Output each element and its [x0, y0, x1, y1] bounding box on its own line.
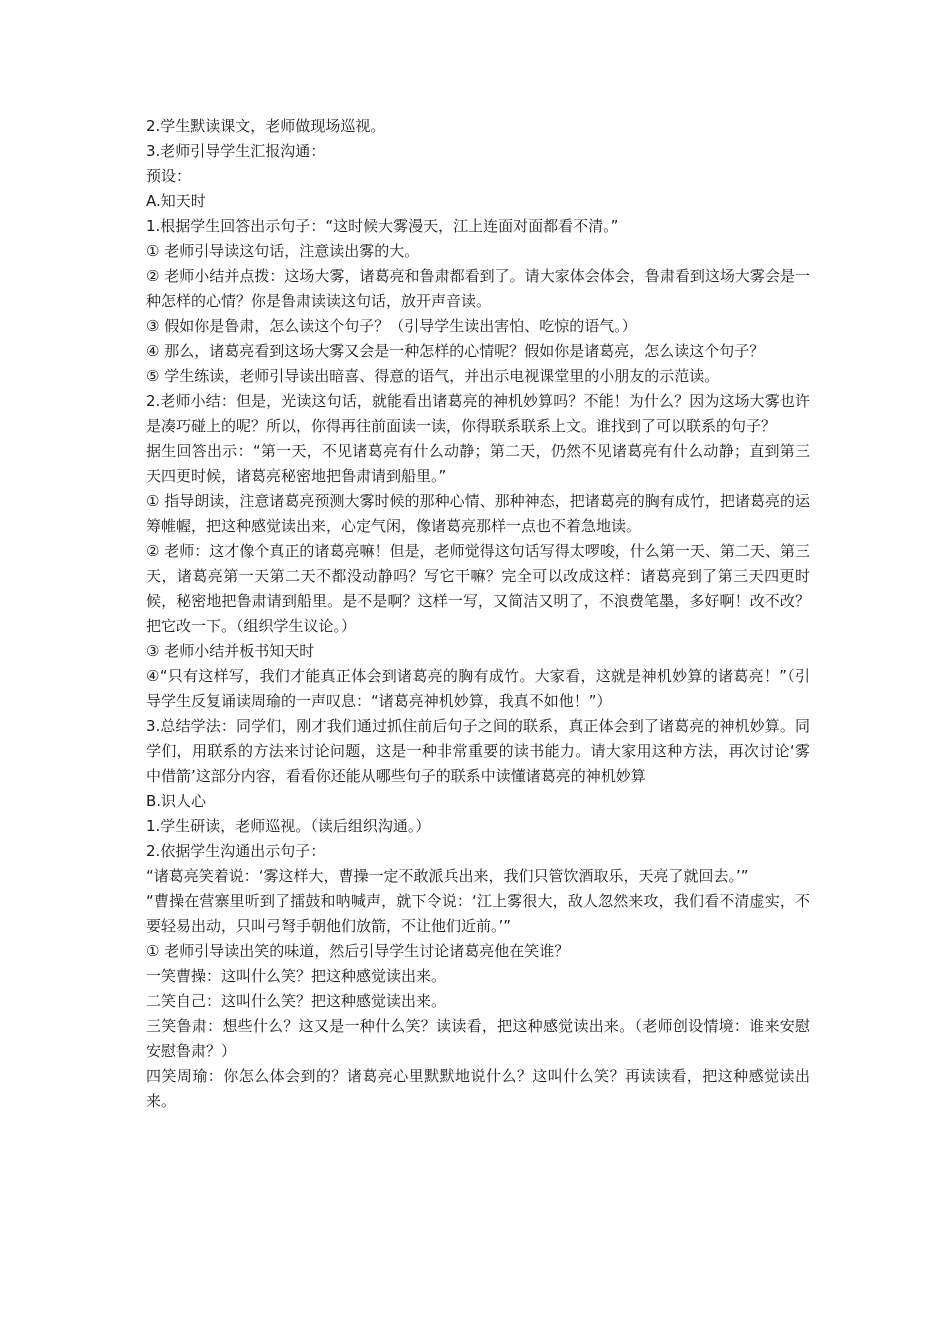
paragraph: 一笑曹操：这叫什么笑？把这种感觉读出来。 — [146, 967, 447, 985]
paragraph: 预设： — [146, 167, 192, 185]
paragraph: 1.学生研读，老师巡视。（读后组织沟通。） — [146, 817, 431, 835]
paragraph: “曹操在营寨里听到了擂鼓和呐喊声，就下令说：‘江上雾很大，敌人忽然来攻，我们看不清虚实，不要轻易出动，只叫弓弩手朝他们放箭，不让他们近前。’” — [146, 892, 810, 935]
paragraph: 2.老师小结：但是，光读这句话，就能看出诸葛亮的神机妙算吗？不能！为什么？因为这场大雾也许是凑巧碰上的呢？所以，你得再往前面读一读，你得联系联系上文。谁找到了可以联系的句子？ — [146, 392, 810, 435]
paragraph: 2.学生默读课文，老师做现场巡视。 — [146, 117, 386, 135]
paragraph: “诸葛亮笑着说：‘雾这样大，曹操一定不敢派兵出来，我们只管饮酒取乐，天亮了就回去。’” — [146, 867, 749, 885]
section-heading-a: A.知天时 — [146, 192, 206, 210]
paragraph: 1.根据学生回答出示句子：“这时候大雾漫天，江上连面对面都看不清。” — [146, 217, 619, 235]
paragraph: ⑤ 学生练读，老师引导读出暗喜、得意的语气，并出示电视课堂里的小朋友的示范读。 — [146, 367, 720, 385]
paragraph: ① 指导朗读，注意诸葛亮预测大雾时候的那种心情、那种神态，把诸葛亮的胸有成竹，把诸葛亮的运筹帷幄，把这种感觉读出来，心定气闲，像诸葛亮那样一点也不着急地读。 — [146, 492, 810, 535]
paragraph: 3.总结学法：同学们，刚才我们通过抓住前后句子之间的联系，真正体会到了诸葛亮的神机妙算。同学们，用联系的方法来讨论问题，这是一种非常重要的读书能力。请大家用这种方法，再次讨论‘雾中借箭’这部分内容，看看你还能从哪些句子的联系中读懂诸葛亮的神机妙算 — [146, 717, 810, 785]
paragraph: 三笑鲁肃：想些什么？这又是一种什么笑？读读看，把这种感觉读出来。（老师创设情境：谁来安慰安慰鲁肃？） — [146, 1017, 810, 1060]
section-heading-b: B.识人心 — [146, 792, 207, 810]
paragraph: 四笑周瑜：你怎么体会到的？诸葛亮心里默默地说什么？这叫什么笑？再读读看，把这种感觉读出来。 — [146, 1067, 810, 1110]
paragraph: ① 老师引导读这句话，注意读出雾的大。 — [146, 242, 420, 260]
paragraph: 2.依据学生沟通出示句子： — [146, 842, 326, 860]
paragraph: ③ 假如你是鲁肃，怎么读这个句子？（引导学生读出害怕、吃惊的语气。） — [146, 317, 637, 335]
paragraph: 据生回答出示：“第一天，不见诸葛亮有什么动静；第二天，仍然不见诸葛亮有什么动静；直到第三天四更时候，诸葛亮秘密地把鲁肃请到船里。” — [146, 442, 810, 485]
paragraph: ② 老师小结并点拨：这场大雾，诸葛亮和鲁肃都看到了。请大家体会体会，鲁肃看到这场大雾会是一种怎样的心情？你是鲁肃读读这句话，放开声音读。 — [146, 267, 810, 310]
paragraph: ④ 那么，诸葛亮看到这场大雾又会是一种怎样的心情呢？假如你是诸葛亮，怎么读这个句子？ — [146, 342, 765, 360]
paragraph: ③ 老师小结并板书知天时 — [146, 642, 315, 660]
paragraph: 二笑自己：这叫什么笑？把这种感觉读出来。 — [146, 992, 447, 1010]
paragraph: ④“只有这样写，我们才能真正体会到诸葛亮的胸有成竹。大家看，这就是神机妙算的诸葛亮！”（引导学生反复诵读周瑜的一声叹息：“诸葛亮神机妙算，我真不如他！”） — [146, 667, 810, 710]
document-body — [146, 114, 810, 1114]
paragraph: ① 老师引导读出笑的味道，然后引导学生讨论诸葛亮他在笑谁？ — [146, 942, 570, 960]
paragraph: 3.老师引导学生汇报沟通： — [146, 142, 326, 160]
paragraph: ② 老师：这才像个真正的诸葛亮嘛！但是，老师觉得这句话写得太啰唆，什么第一天、第二天、第三天，诸葛亮第一天第二天不都没动静吗？写它干嘛？完全可以改成这样：诸葛亮到了第三天四更时候，秘密地把鲁肃请到船里。是不是啊？这样一写，又简洁又明了，不浪费笔墨，多好啊！改不改？把它改一下。（组织学生议论。） — [146, 542, 810, 635]
